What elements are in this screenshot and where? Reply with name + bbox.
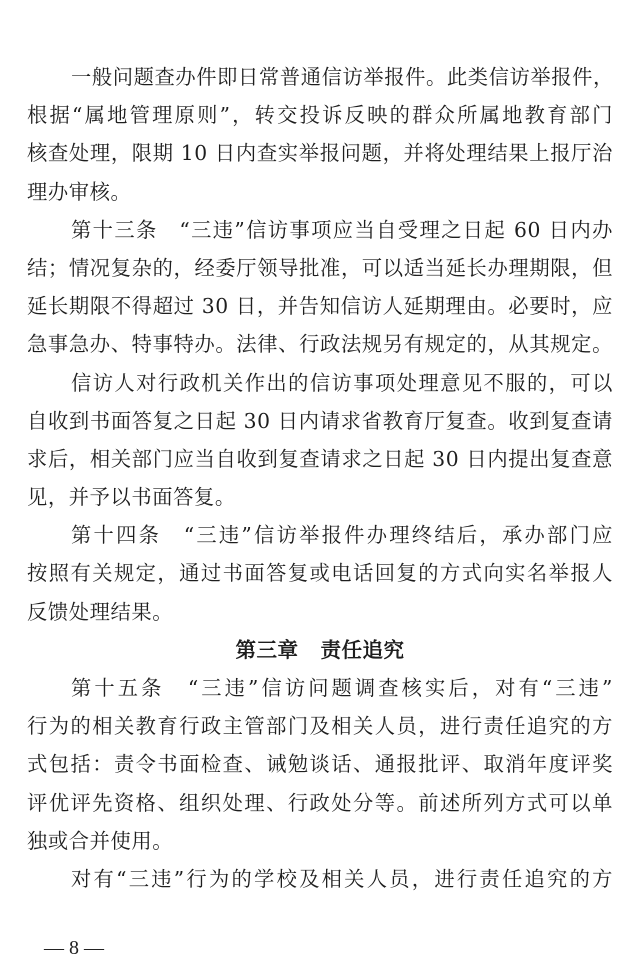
paragraph-general-cases xyxy=(27,58,613,211)
paragraph-article-14 xyxy=(27,516,613,631)
text-line: 自收到书面答复之日起 30 日内请求省教育厅复查。收到复查请 xyxy=(27,408,613,433)
text-line: 根据“属地管理原则”，转交投诉反映的群众所属地教育部门 xyxy=(27,103,613,128)
chapter-title: 责任追究 xyxy=(320,637,405,662)
paragraph-article-15 xyxy=(27,669,613,860)
document-page xyxy=(27,58,613,898)
text-line: 延长期限不得超过 30 日，并告知信访人延期理由。必要时，应 xyxy=(27,294,613,319)
text-line: 第十三条 “三违”信访事项应当自受理之日起 60 日内办 xyxy=(71,217,613,242)
paragraph-article-13 xyxy=(27,211,613,364)
text-line: 式包括：责令书面检查、诫勉谈话、通报批评、取消年度评奖 xyxy=(27,752,613,777)
page-number: — 8 — xyxy=(44,937,104,959)
text-line: 信访人对行政机关作出的信访事项处理意见不服的，可以 xyxy=(71,370,613,395)
text-line: 对有“三违”行为的学校及相关人员，进行责任追究的方 xyxy=(71,866,613,891)
text-line: 第十五条 “三违”信访问题调查核实后，对有“三违” xyxy=(71,676,613,700)
text-line: 反馈处理结果。 xyxy=(27,599,174,624)
text-line: 急事急办、特事特办。法律、行政法规另有规定的，从其规定。 xyxy=(27,332,613,357)
text-line: 独或合并使用。 xyxy=(27,828,174,853)
paragraph-review-request xyxy=(27,364,613,517)
text-line: 理办审核。 xyxy=(27,179,132,204)
text-line: 见，并予以书面答复。 xyxy=(27,485,236,510)
text-line: 第十四条 “三违”信访举报件办理终结后，承办部门应 xyxy=(71,523,613,548)
text-line: 按照有关规定，通过书面答复或电话回复的方式向实名举报人 xyxy=(27,561,613,586)
text-line: 求后，相关部门应当自收到复查请求之日起 30 日内提出复查意 xyxy=(27,446,613,471)
paragraph-schools-accountability xyxy=(27,860,613,898)
text-line: 评优评先资格、组织处理、行政处分等。前述所列方式可以单 xyxy=(27,790,613,815)
text-line: 核查处理，限期 10 日内查实举报问题，并将处理结果上报厅治 xyxy=(27,141,613,166)
text-line: 结；情况复杂的，经委厅领导批准，可以适当延长办理期限，但 xyxy=(27,255,613,280)
chapter-heading xyxy=(27,631,613,669)
text-line: 行为的相关教育行政主管部门及相关人员，进行责任追究的方 xyxy=(27,714,613,739)
chapter-number: 第三章 xyxy=(235,637,299,662)
text-line: 一般问题查办件即日常普通信访举报件。此类信访举报件， xyxy=(71,65,614,89)
